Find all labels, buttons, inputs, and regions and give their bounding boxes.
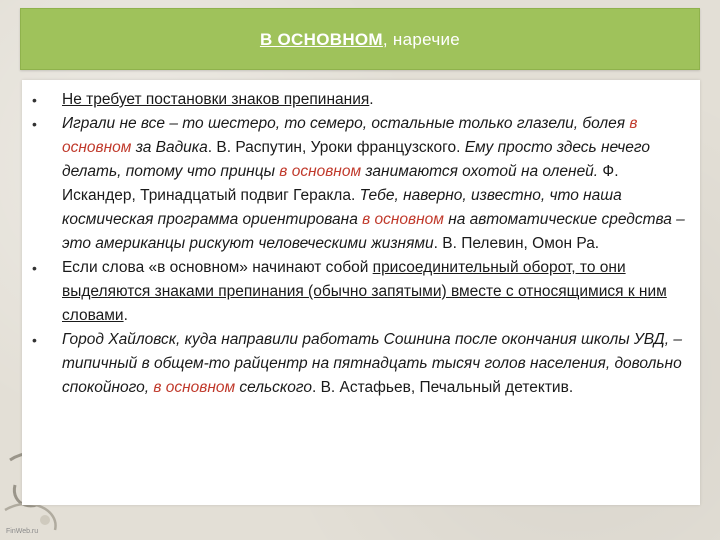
bullet-text: на автоматические средства – это американцы рискуют человеческими жизнями (62, 211, 685, 252)
bullet-text: Играли не все – то шестеро, то семеро, остальные только глазели, болея (62, 115, 630, 132)
content-panel (22, 80, 700, 505)
bullet-item (32, 328, 692, 400)
bullet-text: сельского (235, 379, 312, 396)
highlighted-phrase: в основном (62, 115, 638, 156)
bullet-text: за Вадика (131, 139, 208, 156)
bullet-item (32, 112, 692, 256)
bullet-list (32, 88, 692, 400)
bullet-text: занимаются охотой на оленей. (361, 163, 599, 180)
bullet-item (32, 256, 692, 328)
bullet-text: . В. Распутин, Уроки французского. (207, 139, 465, 156)
bullet-text: Если слова «в основном» начинают собой (62, 259, 373, 276)
slide-title-bar (20, 8, 700, 70)
bullet-item (32, 88, 692, 112)
bullet-marker: • (32, 92, 37, 108)
bullet-marker: • (32, 116, 37, 132)
highlighted-phrase: в основном (153, 379, 236, 396)
bullet-text: Не требует постановки знаков препинания (62, 91, 370, 108)
bullet-text: . В. Пелевин, Омон Ра. (433, 235, 600, 252)
bullet-text: Ему просто здесь нечего делать, потому что принцы (62, 139, 651, 180)
title-keyword: В ОСНОВНОМ (259, 30, 383, 49)
highlighted-phrase: в основном (362, 211, 444, 228)
bullet-text: . (123, 307, 128, 324)
bullet-marker: • (32, 260, 37, 276)
bullet-text: . (369, 91, 374, 108)
slide-title (20, 30, 700, 50)
title-part-of-speech: , наречие (382, 30, 461, 49)
bullet-text: Тебе, наверно, известно, что наша космическая программа ориентирована (62, 187, 622, 228)
bullet-text: . В. Астафьев, Печальный детектив. (311, 379, 574, 396)
bullet-text: присоединительный оборот, то они выделяются знаками препинания (обычно запятыми) вместе с относящимися к ним словами (62, 259, 667, 324)
bullet-text: Город Хайловск, куда направили работать Сошнина после окончания школы УВД, – типичный в общем-то райцентр на пятнадцать тысяч голов населения, довольно спокойного, (62, 331, 682, 396)
highlighted-phrase: в основном (279, 163, 362, 180)
bullet-marker: • (32, 332, 37, 348)
bullet-text: Ф. Искандер, Тринадцатый подвиг Геракла. (62, 163, 619, 204)
watermark-text: FinWeb.ru (6, 528, 39, 535)
